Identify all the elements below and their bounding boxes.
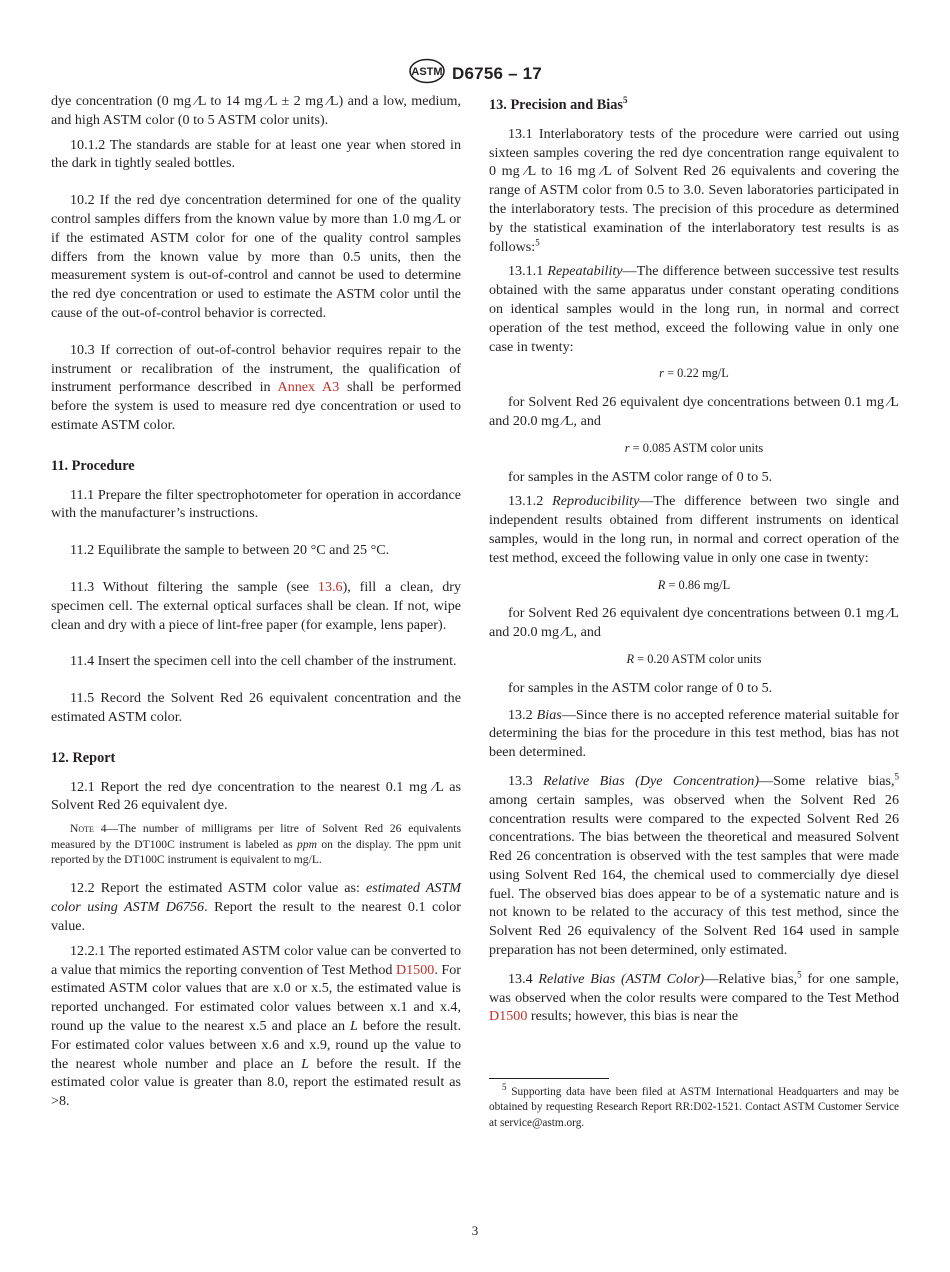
footnote-5: $^5$ Supporting data have been filed at ASTM International Headquarters and may be obtained by requesting Research Report RR:D02-1521. Contact ASTM Customer Service at service@astm.org. — [489, 1082, 899, 1129]
paragraph-repeatability-range: for Solvent Red 26 equivalent dye concentrations between 0.1 mg ⁄L and 20.0 mg ⁄L, and — [489, 394, 899, 429]
section-11-heading: 11. Procedure — [51, 457, 135, 474]
document-id: D6756 – 17 — [452, 63, 542, 83]
page-number: 3 — [471, 1223, 479, 1238]
paragraph-repeatability-color-range: for samples in the ASTM color range of 0 to 5. — [508, 468, 773, 485]
note-4: Note 4—The number of milligrams per litre of Solvent Red 26 equivalents measured by the DT100C instrument is labeled as ppm on the display. The ppm unit reported by the DT100C instrument is equivalent to mg/L. — [51, 822, 461, 866]
paragraph-reproducibility-range: for Solvent Red 26 equivalent dye concentrations between 0.1 mg ⁄L and 20.0 mg ⁄L, and — [489, 605, 899, 641]
paragraph-12-2: 12.2 Report the estimated ASTM color value as: estimated ASTM color using ASTM D6756. Report the result to the nearest 0.1 color value. — [51, 880, 461, 934]
paragraph-13-1-1: 13.1.1 Repeatability—The difference between successive test results obtained with the same apparatus under constant operating conditions on identical samples would in the long run, in normal and correct operation of the test method, exceed the following value in only one case in twenty: — [489, 263, 899, 355]
footnote-divider — [489, 1078, 609, 1079]
paragraph-reproducibility-color-range: for samples in the ASTM color range of 0 to 5. — [508, 679, 773, 696]
left-column — [51, 92, 461, 1117]
equation-reproducibility-color: R = 0.20 ASTM color units — [626, 651, 762, 666]
section-12-heading: 12. Report — [51, 749, 116, 766]
paragraph-13-3: 13.3 Relative Bias (Dye Concentration)—Some relative bias,$^5$ among certain samples, was observed when the Solvent Red 26 concentration results were compared to the expected Solvent Red 26 concentrations. The bias between the theoretical and measured Solvent Red 26 concentration is observed with the test samples that were made using Solvent Red 164, the chemical used to commercially dye diesel fuel. The observed bias does appear to be of a systematic nature and is not known to be related to the accuracy of this test method, since the Solvent Red 26 equivalency of the Solvent Red 164 used in sample preparation has not been determined, only estimated. — [489, 771, 899, 959]
paragraph-12-2-1: 12.2.1 The reported estimated ASTM color value can be converted to a value that mimics the reporting convention of Test Method D1500. For estimated ASTM color values that are x.0 or x.5, the estimated value is reported unchanged. For estimated color values between x.1 and x.4, round up the value to the nearest x.5 and place an L before the result. For estimated color values between x.6 and x.9, round up the value to the nearest whole number and place an L before the result. If the estimated color value is greater than 8.0, report the estimated result as >8. — [51, 942, 461, 1110]
paragraph-13-1-2: 13.1.2 Reproducibility—The difference between two single and independent results obtained from different instruments on identical samples, would in the long run, in normal and correct operation of the test method, exceed the following value in only one case in twenty: — [489, 493, 899, 566]
paragraph-13-2: 13.2 Bias—Since there is no accepted reference material suitable for determining the bias for the procedure in this test method, bias has not been determined. — [489, 706, 899, 761]
equation-repeatability-concentration: r = 0.22 mg/L — [659, 366, 729, 381]
paragraph-continuation: dye concentration (0 mg ⁄L to 14 mg ⁄L ± 2 mg ⁄L) and a low, medium, and high ASTM color (0 to 5 ASTM color units). — [51, 93, 461, 128]
paragraph-10-3: 10.3 If correction of out-of-control behavior requires repair to the instrument or recalibration of the instrument, the qualification of instrument performance described in Annex A3 shall be performed before the system is used to measure red dye concentration or used to estimate ASTM color. — [51, 341, 461, 433]
paragraph-11-5: 11.5 Record the Solvent Red 26 equivalent concentration and the estimated ASTM color. — [51, 690, 461, 725]
paragraph-11-3: 11.3 Without filtering the sample (see 13.6), fill a clean, dry specimen cell. The external optical surfaces shall be clean. If not, wipe clean and dry with a piece of lint-free paper (for example, lens paper). — [51, 578, 461, 633]
paragraph-12-1: 12.1 Report the red dye concentration to the nearest 0.1 mg ⁄L as Solvent Red 26 equivalent dye. — [51, 778, 461, 814]
paragraph-13-4: 13.4 Relative Bias (ASTM Color)—Relative bias,$^5$ for one sample, was observed when the color results were compared to the Test Method D1500 results; however, this bias is near the — [489, 969, 899, 1025]
d1500-link-2[interactable]: D1500 — [489, 1008, 528, 1025]
paragraph-11-2: 11.2 Equilibrate the sample to between 20 °C and 25 °C. — [70, 542, 390, 559]
d1500-link[interactable]: D1500 — [395, 961, 435, 978]
paragraph-11-4: 11.4 Insert the specimen cell into the cell chamber of the instrument. — [70, 653, 457, 670]
section-13-6-link[interactable]: 13.6 — [317, 578, 343, 595]
right-column — [489, 92, 899, 1032]
annex-a3-link[interactable]: Annex A3 — [277, 379, 340, 396]
paragraph-11-1: 11.1 Prepare the filter spectrophotometer for operation in accordance with the manufacturer’s instructions. — [51, 486, 461, 522]
paragraph-13-1: 13.1 Interlaboratory tests of the procedure were carried out using sixteen samples covering the red dye concentration range equivalent to 0 mg ⁄L to 16 mg ⁄L of Solvent Red 26 equivalents and covering the range of ASTM color from 0.5 to 3.0. Seven laboratories participated in the interlaboratory tests. The precision of this procedure as determined by the statistical examination of the interlaboratory test results is as follows:$^5$ — [489, 125, 899, 255]
equation-reproducibility-concentration: R = 0.86 mg/L — [657, 577, 731, 592]
svg-text:ASTM: ASTM — [411, 66, 443, 78]
paragraph-10-1-2: 10.1.2 The standards are stable for at least one year when stored in the dark in tightly sealed bottles. — [51, 136, 461, 172]
astm-logo-icon — [408, 58, 446, 89]
equation-repeatability-color: r = 0.085 ASTM color units — [624, 440, 764, 455]
page-header — [0, 58, 950, 89]
paragraph-10-2: 10.2 If the red dye concentration determined for one of the quality control samples differs from the known value by more than 1.0 mg ⁄L or if the estimated ASTM color for one of the quality control samples differs from the known value by more than 0.5 units, then the measurement system is out-of-control and cannot be used to determine the red dye concentration or used to estimate the ASTM color until the cause of the out-of-control behavior is corrected. — [51, 192, 461, 321]
section-13-heading: 13. Precision and Bias$^5$ — [489, 95, 628, 113]
